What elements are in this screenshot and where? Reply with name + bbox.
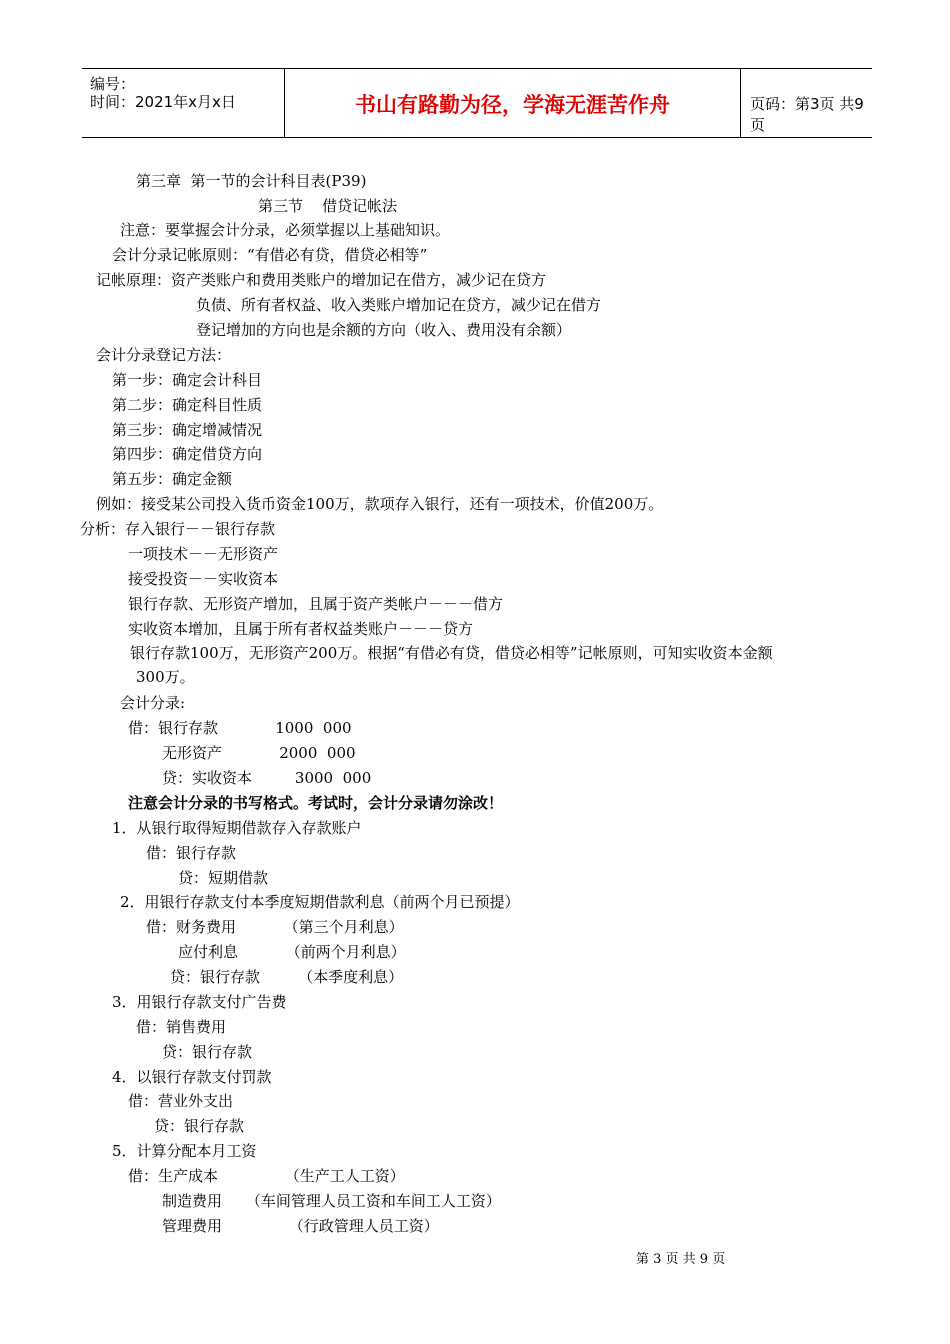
analysis-line-4: 银行存款、无形资产增加，且属于资产类帐户－－－借方 (128, 595, 504, 613)
note-text: 注意：要掌握会计分录，必须掌握以上基础知识。 (120, 221, 451, 239)
format-warning: 注意会计分录的书写格式。考试时，会计分录请勿涂改！ (128, 794, 504, 812)
header-page-number: 页码：第3页 共9页 (750, 95, 864, 134)
entry-debit-2: 无形资产 2000 000 (162, 744, 356, 762)
item-1-credit: 贷：短期借款 (178, 869, 269, 887)
item-4-title: 4．以银行存款支付罚款 (112, 1068, 272, 1086)
entry-debit-1: 借：银行存款 1000 000 (128, 719, 352, 737)
item-4-debit: 借：营业外支出 (128, 1092, 234, 1110)
analysis-line-5: 实收资本增加，且属于所有者权益类账户－－－贷方 (128, 620, 474, 638)
step-2: 第二步：确定科目性质 (112, 396, 263, 414)
analysis-line-6: 银行存款100万，无形资产200万。根据“有借必有贷，借贷必相等”记帐原则，可知实收资本金额 (130, 644, 773, 662)
step-4: 第四步：确定借贷方向 (112, 445, 263, 463)
chapter-title: 第三章 第一节的会计科目表(P39) (136, 172, 367, 190)
example-text: 例如：接受某公司投入货币资金100万，款项存入银行，还有一项技术，价值200万。 (96, 495, 664, 513)
mechanism-text-2: 负债、所有者权益、收入类账户增加记在贷方，减少记在借方 (196, 296, 602, 314)
step-5: 第五步：确定金额 (112, 470, 233, 488)
item-1-debit: 借：银行存款 (146, 844, 237, 862)
item-4-credit: 贷：银行存款 (154, 1117, 245, 1135)
analysis-line-7: 300万。 (136, 668, 195, 686)
item-2-debit-1: 借：财务费用 （第三个月利息） (146, 918, 404, 936)
header-motto-cell (284, 69, 741, 137)
section-title: 第三节 借贷记帐法 (258, 197, 398, 215)
item-5-debit-2: 制造费用 （车间管理人员工资和车间工人工资） (162, 1192, 501, 1210)
item-2-debit-2: 应付利息 （前两个月利息） (178, 943, 406, 961)
analysis-line-1: 分析：存入银行－－银行存款 (80, 520, 276, 538)
item-2-credit: 贷：银行存款 （本季度利息） (170, 968, 404, 986)
document-number: 编号： (90, 75, 136, 93)
page-header (82, 68, 872, 138)
entry-credit-1: 贷：实收资本 3000 000 (162, 769, 372, 787)
analysis-line-2: 一项技术－－无形资产 (128, 545, 279, 563)
item-5-debit-1: 借：生产成本 （生产工人工资） (128, 1167, 405, 1185)
mechanism-text-1: 记帐原理：资产类账户和费用类账户的增加记在借方，减少记在贷方 (96, 271, 547, 289)
item-1-title: 1．从银行取得短期借款存入存款账户 (112, 819, 362, 837)
motto: 书山有路勤为径，学海无涯苦作舟 (355, 93, 670, 117)
entry-heading: 会计分录: (120, 694, 186, 712)
method-heading: 会计分录登记方法： (96, 346, 232, 364)
step-3: 第三步：确定增减情况 (112, 421, 263, 439)
document-date: 时间：2021年x月x日 (90, 93, 236, 111)
step-1: 第一步：确定会计科目 (112, 371, 263, 389)
header-meta (82, 69, 283, 137)
item-5-title: 5．计算分配本月工资 (112, 1142, 257, 1160)
item-3-title: 3．用银行存款支付广告费 (112, 993, 287, 1011)
analysis-line-3: 接受投资－－实收资本 (128, 570, 279, 588)
item-3-credit: 贷：银行存款 (162, 1043, 253, 1061)
mechanism-text-3: 登记增加的方向也是余额的方向（收入、费用没有余额） (196, 321, 572, 339)
item-5-debit-3: 管理费用 （行政管理人员工资） (162, 1217, 439, 1235)
item-3-debit: 借：销售费用 (136, 1018, 227, 1036)
item-2-title: 2．用银行存款支付本季度短期借款利息（前两个月已预提） (120, 893, 520, 911)
principle-text: 会计分录记帐原则：“有借必有贷，借贷必相等” (112, 246, 428, 264)
page-footer: 第 3 页 共 9 页 (636, 1252, 726, 1267)
